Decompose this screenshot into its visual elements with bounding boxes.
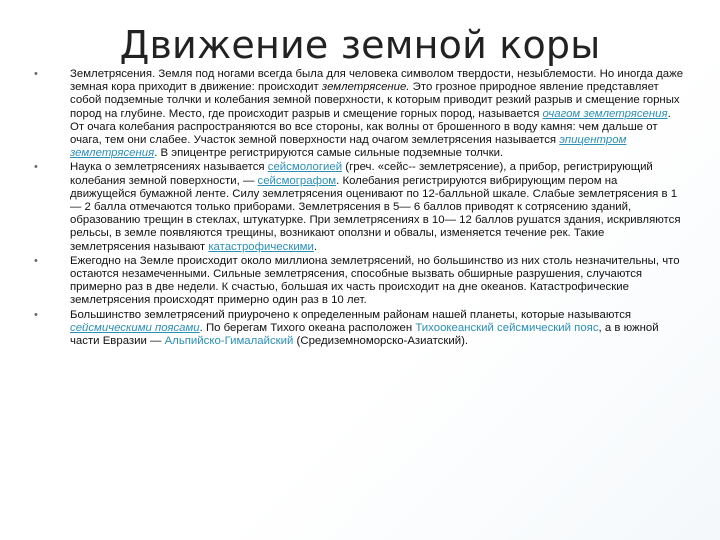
text-segment: . По берегам Тихого океана расположен: [199, 321, 416, 334]
bullet-icon: •: [34, 254, 38, 267]
text-segment: , а в южной части Евразии —: [70, 321, 659, 348]
text-segment: Большинство землетрясений приурочено к определенным районам нашей планеты, которые называются: [70, 308, 632, 321]
link-catastrophic[interactable]: катастрофическими: [208, 240, 314, 253]
link-epicenter[interactable]: эпицентром землетрясения: [70, 134, 627, 160]
link-seismic-belts[interactable]: сейсмическими поясами: [70, 321, 200, 334]
slide-content: [34, 68, 684, 348]
text-segment: . В эпицентре регистрируются самые сильные подземные толчки.: [154, 147, 504, 160]
text-segment: . От очага колебания распространяются во все стороны, как волны от брошенного в воду камня: чем дальше от очага, тем они слабее. Участок земной поверхности над очагом землетрясения называется: [70, 107, 671, 147]
text-segment: .: [313, 240, 318, 253]
text-segment: Это грозное природное явление представляет собой подземные толчки и колебания земной поверхности, к которым приводит резкий разрыв и смещение горных пород на глубине. Место, где происходит разрыв и смещение горных пород, называется: [70, 81, 680, 120]
text-segment: (греч. «сейс-- землетрясение), а прибор, регистрирующий колебания земной поверхности, —: [70, 161, 653, 187]
text-segment: (Средиземноморско-Азиатский).: [293, 335, 469, 348]
link-earthquake-focus[interactable]: очагом землетрясения: [542, 107, 668, 120]
text-italic: землетрясение.: [321, 81, 410, 94]
bullet-item-seismology: [34, 161, 684, 253]
text-segment: Наука о землетрясениях называется: [70, 161, 268, 174]
bullet-item-earthquakes: [34, 68, 684, 160]
bullet-icon: •: [34, 308, 38, 321]
link-seismograph[interactable]: сейсмографом: [257, 174, 337, 187]
bullet-icon: •: [34, 161, 38, 174]
slide-title: Движение земной коры: [119, 23, 601, 67]
alpine-himalayan-text: Альпийско-Гималайский: [164, 335, 294, 348]
pacific-belt-text: Тихоокеанский сейсмический пояс: [415, 321, 599, 334]
bullet-item-seismic-belts: [34, 309, 684, 349]
link-seismology[interactable]: сейсмологией: [267, 161, 343, 174]
bullet-icon: •: [34, 68, 38, 80]
text-segment: Землетрясения. Земля под ногами всегда была для человека символом твердости, незыблемости. Но иногда даже земная кора приходит в движение: происходит: [70, 68, 684, 94]
text-segment: Ежегодно на Земле происходит около миллиона землетрясений, но большинство из них столь незначительны, что остаются незамеченными. Сильные землетрясения, способные вызвать обширные разрушения, случаются примерно раз в две недели. К счастью, большая их часть происходит на дне океанов. Катастрофические землетрясения происходят примерно один раз в 10 лет.: [70, 254, 680, 307]
bullet-item-frequency: [34, 255, 684, 308]
text-segment: . Колебания регистрируются вибрирующим пером на движущейся бумажной ленте. Силу землетрясения оценивают по 12-балльной шкале. Слабые землетрясения в 1— 2 балла отмечаются только приборами. Землетрясения в 5— 6 баллов приводят к сотрясению зданий, образованию трещин в стеклах, штукатурке. При землетрясениях в 10— 12 баллов рушатся здания, искривляются рельсы, в земле появляются трещины, возникают оползни и обвалы, изменяется течение рек. Такие землетрясения называют: [70, 174, 681, 253]
